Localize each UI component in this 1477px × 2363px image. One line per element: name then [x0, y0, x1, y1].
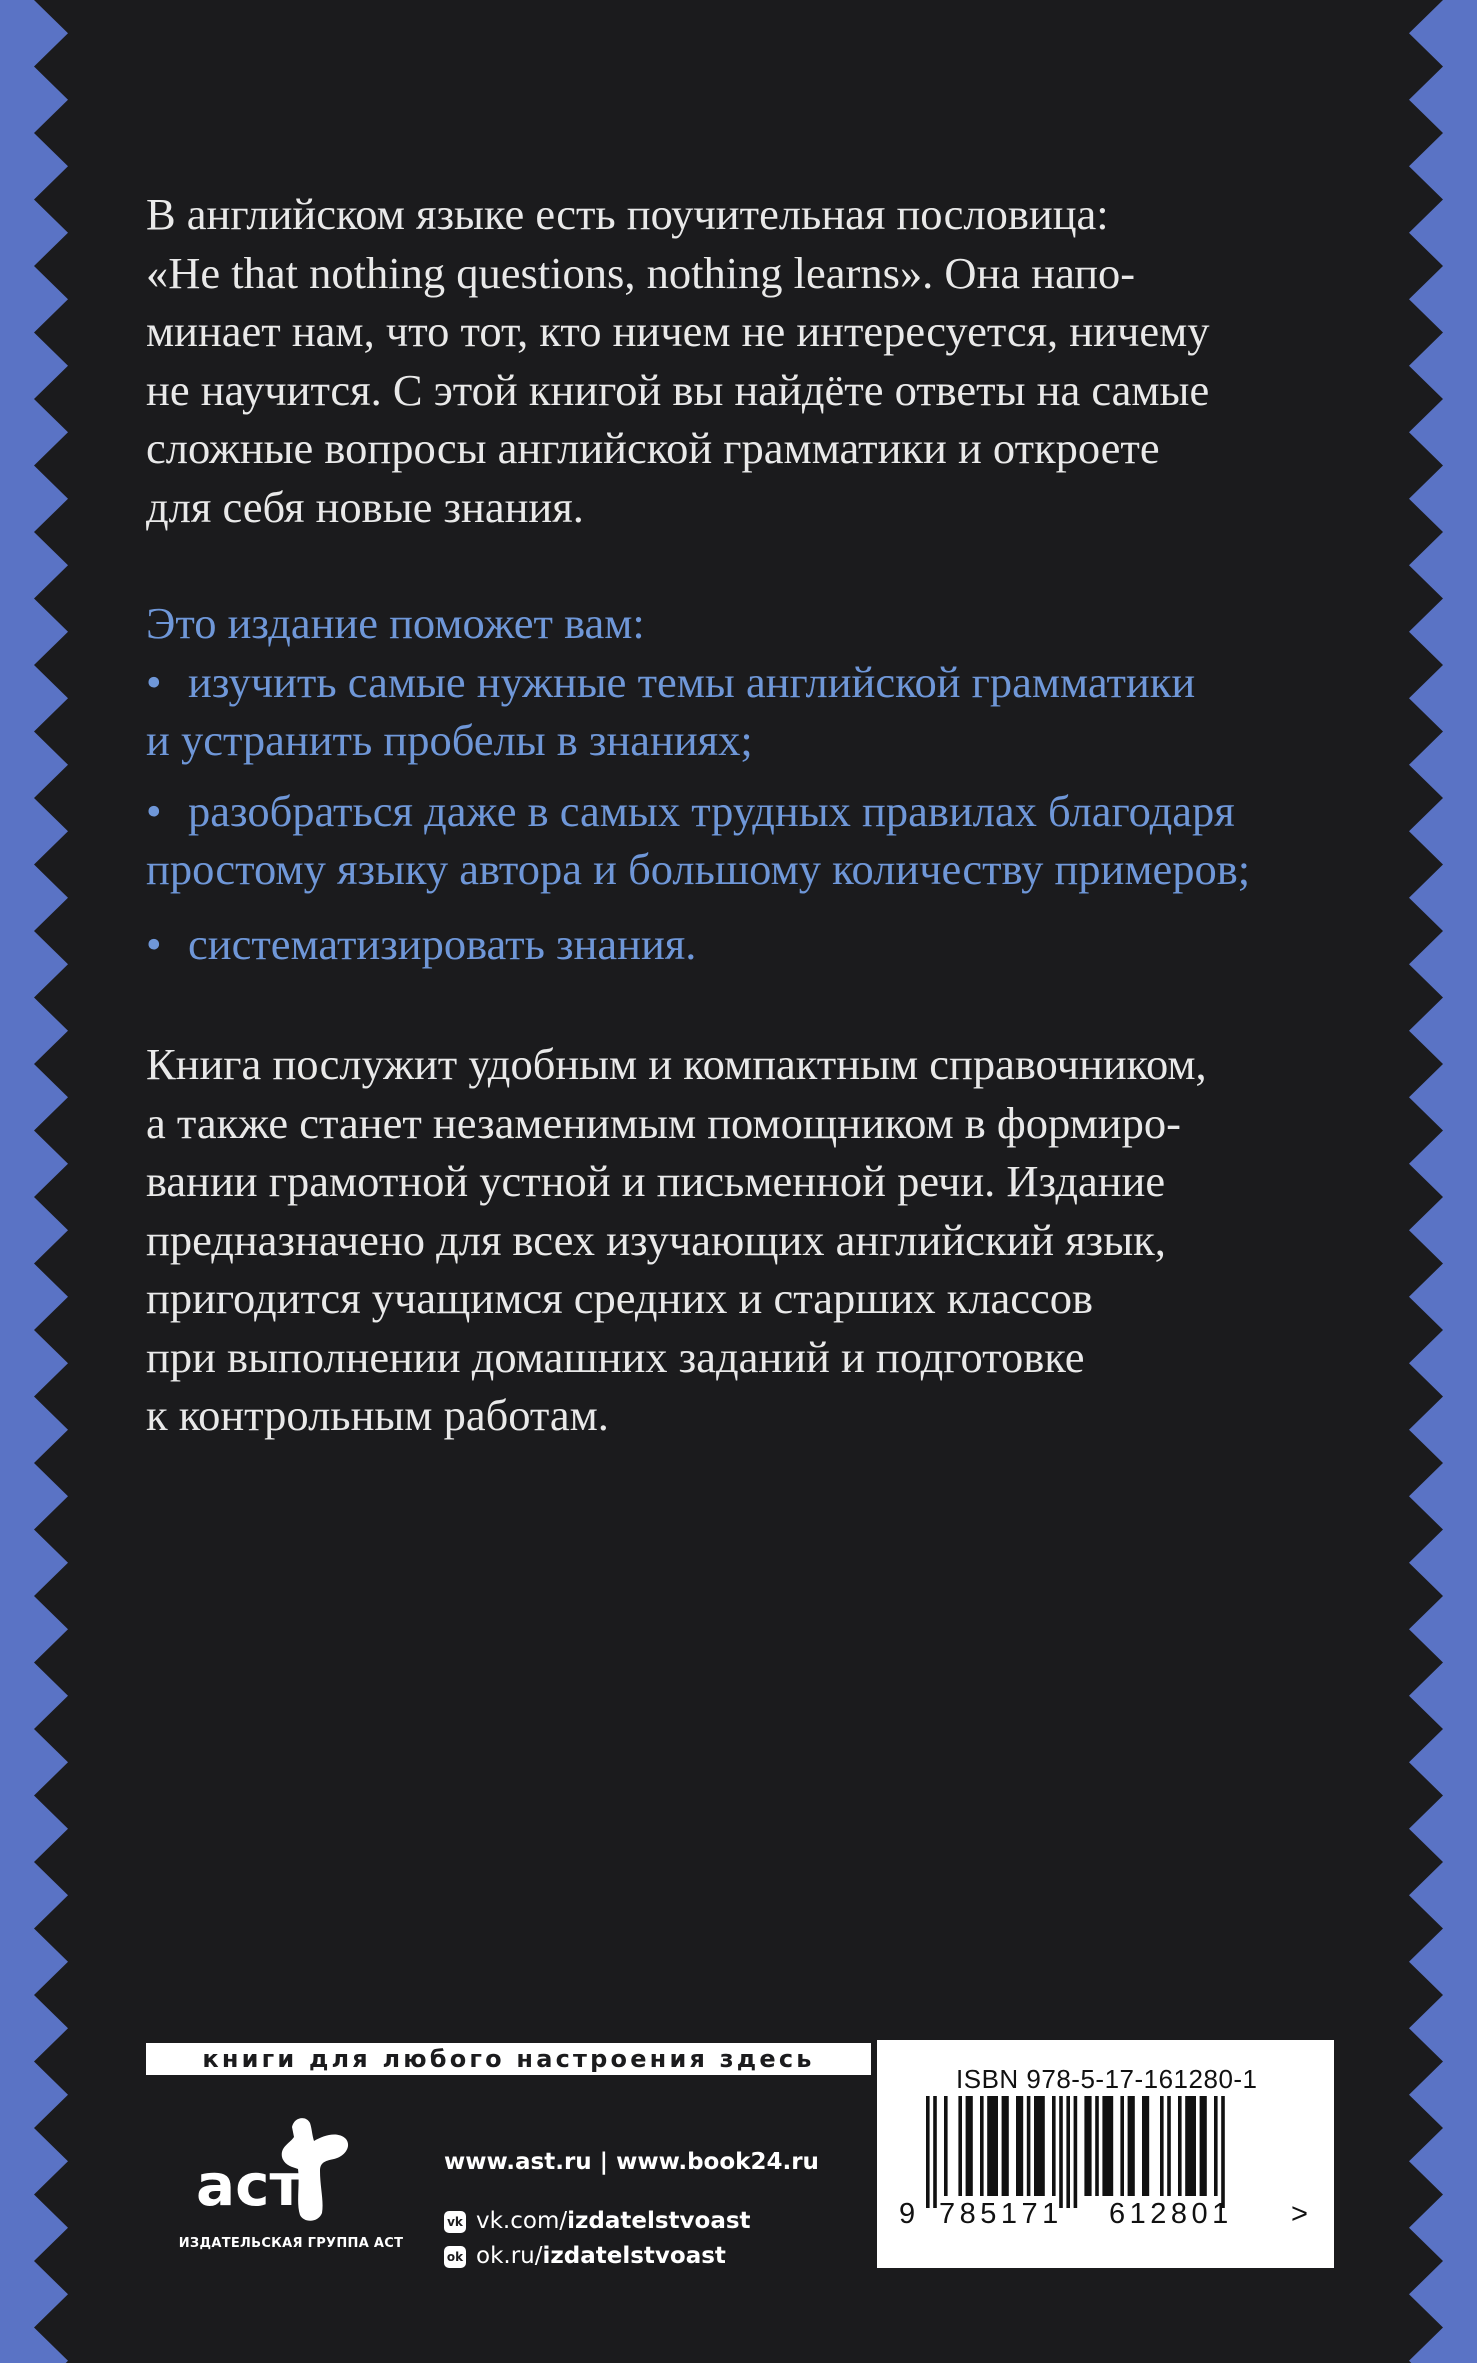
isbn-label: ISBN 978-5-17-161280-1 — [956, 2064, 1258, 2094]
barcode-arrow: > — [1291, 2198, 1308, 2230]
vk-link-handle: izdatelstvoast — [567, 2208, 751, 2234]
text-line: Книга послужит удобным и компактным справочником, — [146, 1039, 1207, 1089]
ast-logo-icon — [196, 2105, 376, 2225]
ok-icon: ok — [444, 2246, 466, 2268]
website-links[interactable]: www.ast.ru | www.book24.ru — [444, 2149, 819, 2175]
text-line: не научится. С этой книгой вы найдёте ответы на самые — [146, 364, 1210, 415]
bullet-text: разобраться даже в самых трудных правилах благодаря — [188, 785, 1235, 836]
text-line: к контрольным работам. — [146, 1390, 609, 1440]
isbn-barcode — [877, 2040, 1334, 2268]
barcode-right-group: 612801 — [1109, 2198, 1233, 2230]
text-line: сложные вопросы английской грамматики и откроете — [146, 423, 1160, 473]
vk-link-prefix: vk.com/ — [476, 2208, 568, 2234]
logo-text: аст — [196, 2151, 304, 2219]
bullet-text-continued: и устранить пробелы в знаниях; — [146, 715, 753, 765]
text-line: вании грамотной устной и письменной речи. Издание — [146, 1156, 1166, 1206]
ok-link-handle: izdatelstvoast — [542, 2243, 726, 2269]
text-line: для себя новые знания. — [146, 481, 584, 532]
bullet-item — [146, 782, 1326, 899]
barcode-left-group: 785171 — [939, 2198, 1063, 2230]
bullet-item — [146, 915, 1326, 974]
text-line: а также станет незаменимым помощником в формиро- — [146, 1097, 1181, 1148]
text-line: при выполнении домашних заданий и подготовке — [146, 1331, 1085, 1382]
text-line: предназначено для всех изучающих английский язык, — [146, 1214, 1166, 1265]
vk-icon: vk — [444, 2211, 466, 2233]
barcode-digits — [877, 2198, 1334, 2238]
tagline-banner: книги для любого настроения здесь — [146, 2043, 871, 2075]
right-zigzag-border — [1407, 0, 1477, 2363]
bullet-item — [146, 653, 1326, 770]
ok-link[interactable] — [444, 2239, 819, 2274]
benefits-list — [146, 594, 1326, 973]
bullet-icon: • — [146, 918, 162, 969]
bullet-text-continued: простому языку автора и большому количеству примеров; — [146, 844, 1251, 894]
vk-link[interactable] — [444, 2204, 819, 2239]
intro-paragraph — [146, 185, 1326, 536]
ok-link-prefix: ok.ru/ — [476, 2243, 543, 2269]
text-line: «He that nothing questions, nothing learns». Она напо- — [146, 247, 1136, 298]
text-line: В английском языке есть поучительная пословица: — [146, 189, 1109, 239]
bullet-text: систематизировать знания. — [188, 918, 697, 969]
description-paragraph — [146, 1035, 1326, 1445]
bullet-text: изучить самые нужные темы английской грамматики — [188, 656, 1196, 707]
left-zigzag-border — [0, 0, 70, 2363]
text-line: пригодится учащимся средних и старших классов — [146, 1273, 1094, 1323]
benefits-heading: Это издание поможет вам: — [146, 598, 645, 648]
bullet-icon: • — [146, 656, 162, 707]
text-line: минает нам, что тот, кто ничем не интересуется, ничему — [146, 306, 1210, 356]
publisher-links — [444, 2145, 819, 2274]
bullet-icon: • — [146, 785, 162, 836]
back-cover-text — [146, 185, 1326, 1445]
barcode-lead-digit: 9 — [899, 2198, 916, 2230]
publisher-name: ИЗДАТЕЛЬСКАЯ ГРУППА АСТ — [178, 2236, 404, 2251]
